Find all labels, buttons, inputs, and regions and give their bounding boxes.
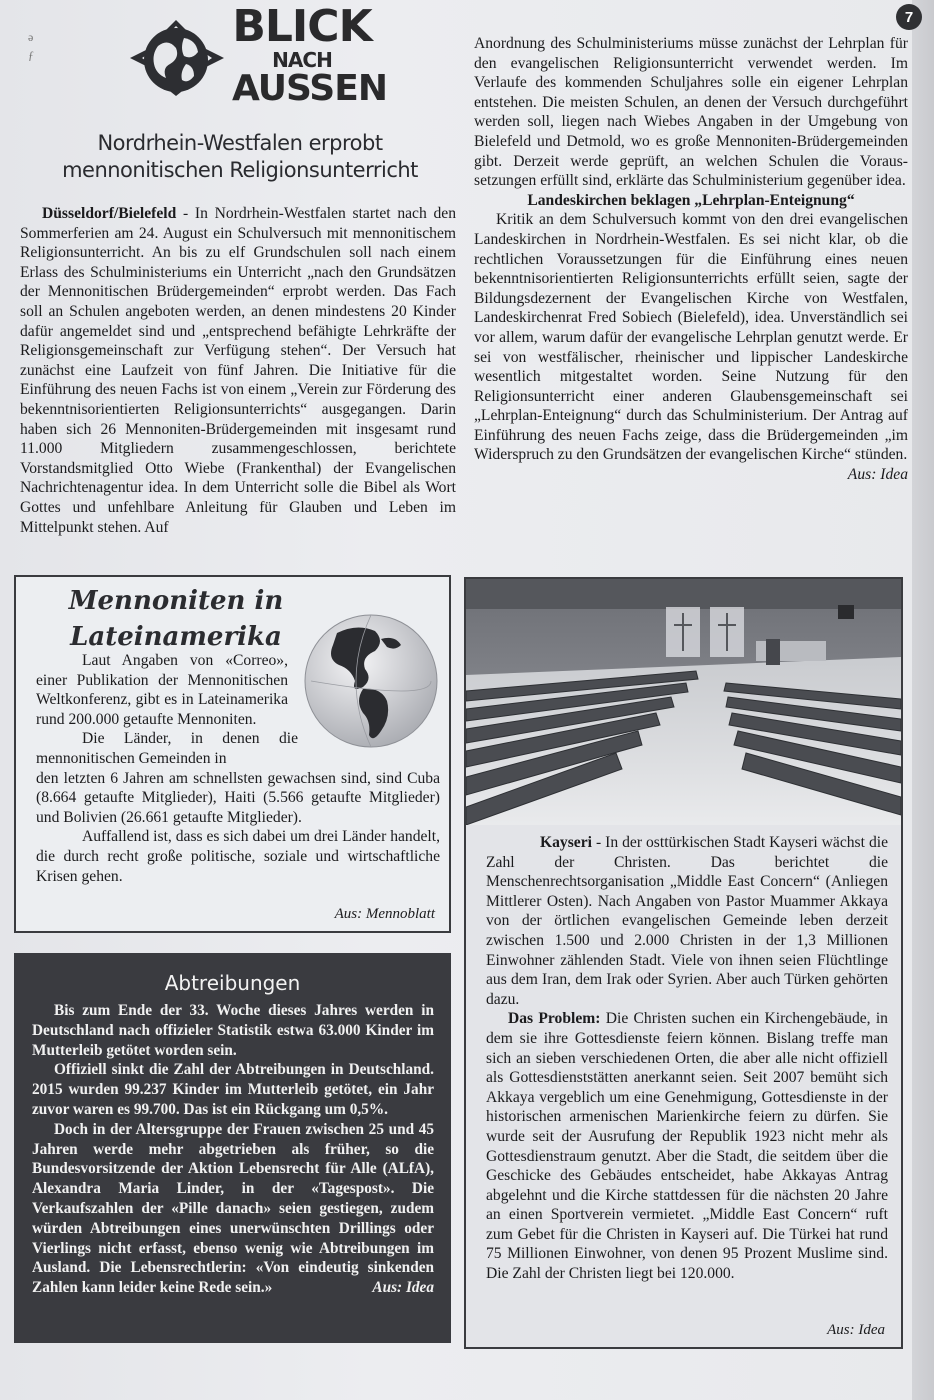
article-column-left [20, 204, 456, 537]
kayseri-paragraph-1-text: - In der osttürkischen Stadt Kayseri wächst die Zahl der Christen. Das berichtet die Menschenrechtsorganisation „Middle East Concern“ (Anliegen Mittlerer Osten). Nach Angaben von Pastor Muammer Akkaya von der örtlichen evangelischen Gemeinde leben derzeit zwischen 1.500 und 2.000 Christen in der 1,3 Millionen Einwohner zählenden Stadt. Viele von ihnen seien Flüchtlinge aus dem Iran, dem Irak oder Syrien. Aber auch Türken gehörten dazu. [486, 834, 888, 1008]
page-number-badge: 7 [896, 4, 922, 30]
mennoniten-paragraph-2a: Die Länder, in denen die mennonitischen Gemeinden in [36, 730, 298, 767]
mennoniten-title-line2: Lateinamerika [70, 622, 282, 652]
mennoniten-paragraph-2b: den letzten 6 Jahren am schnellsten gewachsen sind, sind Cuba (8.664 getaufte Mitglieder), Haiti (5.566 getaufte Mitglieder) und Bolivien (26.661 getaufte Mitglieder). [36, 769, 440, 826]
abtreibungen-title: Abtreibungen [164, 971, 301, 995]
section-header [128, 1, 387, 114]
kayseri-source: Aus: Idea [827, 1322, 885, 1338]
article-source: Aus: Idea [847, 466, 908, 484]
globe-arrows-icon [128, 18, 228, 98]
kayseri-paragraph-2-text: Die Christen suchen ein Kirchengebäude, in dem sie ihre Gottesdienste feiern können. Bislang treffe man sich an sieben verschiedenen Orten, die aber alle nicht offiziell als Gottesdienststätten anerkannt seien. Seit 2007 bemüht sich Akkaya vergeblich um eine Genehmigung, Gottesdienste in der historischen armenischen Marienkirche feiern zu dürfen. Sie wurde seit der Ausrufung der Republik 1923 nicht mehr als Gottesdienstraum genutzt. Aber die Stadt, die seitdem über die Geschicke des Gebäudes entscheidet, habe Akkayas Antrag abgelehnt und die Kirche stattdessen für die nächsten 20 Jahre an einen Sportverein vermietet. „Middle East Concern“ ruft zum Gebet für die Christen in Kayseri auf. Die Türkei hat rund 75 Millionen Einwohner, von denen 95 Prozent Muslime sind. Die Zahl der Christen liegt bei 120.000. [486, 1010, 888, 1283]
abtreibungen-paragraph-3 [32, 1120, 434, 1298]
kayseri-paragraph-1 [486, 833, 888, 1009]
article-body-sub [474, 210, 908, 484]
article-subheading: Landeskirchen beklagen „Lehrplan-Enteignung“ [527, 191, 855, 209]
mennoniten-title-line1: Mennoniten in [68, 586, 284, 616]
mennoniten-text [36, 651, 440, 886]
section-title [232, 1, 387, 109]
section-title-line3: AUSSEN [232, 68, 387, 109]
mennoniten-title [56, 583, 296, 655]
abtreibungen-source: Aus: Idea [372, 1279, 434, 1297]
kayseri-paragraph-2 [486, 1009, 888, 1283]
article-body-left: - In Nordrhein-Westfalen startet nach den Sommerferien am 24. August ein Schulversuch mit mennonitischem Religionsunterricht. An bis zu elf Grundschulen soll nach einem Erlass des Schulministeriums ein Unterricht „nach den Grundsätzen der Mennonitischen Brüdergemeinden“ erprobt werden. Das Fach soll an Schulen angeboten werden, an denen mindestens 20 Kinder dafür angemeldet sind und „entsprechend befähigte Lehrkräfte der Religionsgemeinschaft zur Verfügung stehen“. Der Versuch hat zunächst eine Laufzeit von fünf Jahren. Die Initiative für die Einführung des neuen Fachs ist von einem „Verein zur Förderung des bekenntnisorientierten Religionsunterrichts“ ausgegangen. Darin haben sich 26 Mennoniten-Brüdergemeinden mit insgesamt rund 11.000 Mitgliedern zusammengeschlossen, berichtete Vorstandsmitglied Otto Wiebe (Frankenthal) der Evangelischen Nachrichtenagentur idea. In dem Unterricht solle die Bibel als Wort Gottes und unfehlbare Anleitung für Glauben und Leben im Mittelpunkt stehen. Auf [20, 205, 456, 536]
church-interior-photo [466, 579, 901, 825]
article-paragraph-1 [20, 204, 456, 537]
dateline: Düsseldorf/Bielefeld [42, 205, 177, 222]
section-title-line1: BLICK [232, 1, 372, 52]
abtreibungen-box [14, 953, 451, 1343]
article-body-sub-text: Kritik an dem Schulversuch kommt von den drei evangelischen Landeskirchen in Nordrhein-Westfalen. Es sei nicht klar, ob die rechtlichen Voraussetzungen für die Einführung eines neuen bekenntnisorientierten Religionsunterrichts erfüllt seien, sagte der Bildungsdezernent der Evangelischen Kirche von Westfalen, Landeskirchenrat Fred Sobiech (Bielefeld), idea. Unverständlich sei vor allem, warum dafür der evangelische Lehrplan genutzt werde. Er sei von westfälischer, rheinischer und lippischer Landeskirche wesentlich mitgestaltet worden. Seine Nutzung für den Religionsunterricht einer anderen Glaubensgemeinschaft sei „Lehrplan-Enteignung“ durch das Schulministerium. Der Antrag auf Einführung des neuen Fachs zeige, dass die Brüdergemeinden „im Widerspruch zu den Grundsätzen der evangelischen Kirche“ stünden. [474, 211, 908, 464]
mennoniten-box [14, 575, 451, 933]
kayseri-lead-2: Das Problem: [508, 1010, 601, 1028]
abtreibungen-paragraph-3-text: Doch in der Altersgruppe der Frauen zwischen 25 und 45 Jahren werde mehr abgetrieben als früher, so die Bundesvorsitzende der Aktion Lebensrecht für Alle (ALfA), Alexandra Maria Linder, in der «Tagespost». Die Verkaufszahlen der «Pille danach» seien gestiegen, zudem würden Abtreibungen eines unerwünschten Drillings oder Vierlings nicht erfasst, ebenso wenig wie Abtreibungen im Ausland. Die Lebensrechtlerin: «Von eindeutig sinkenden Zahlen kann leider keine Rede sein.» [32, 1120, 434, 1297]
abtreibungen-text [32, 1001, 434, 1298]
abtreibungen-paragraph-1: Bis zum Ende der 33. Woche dieses Jahres werden in Deutschland nach offizieler Statistik estwa 63.000 Kinder im Mutterleib getötet worden sein. [32, 1002, 434, 1059]
abtreibungen-paragraph-2: Offiziell sinkt die Zahl der Abtreibungen in Deutschland. 2015 wurden 99.237 Kinder im Mutterleib getötet, ein Jahr zuvor waren es 99.700. Das ist ein Rückgang um 0,5%. [32, 1061, 434, 1118]
section-title-line2: NACH [272, 48, 332, 72]
article-column-right [474, 34, 908, 485]
kayseri-box [464, 577, 903, 1349]
mennoniten-paragraph-1: Laut Angaben von «Correo», einer Publikation der Mennonitischen Weltkonferenz, gibt es in Lateinamerika rund 200.000 getaufte Mennoniten. [36, 652, 288, 728]
page-edge [912, 0, 934, 1400]
kayseri-lead: Kayseri [540, 834, 592, 851]
article-body-right: Anordnung des Schulministeriums müsse zunächst der Lehrplan für den evangelischen Religionsunterricht verwendet werden. Im Verlaufe des kommenden Schuljahres solle ein eigener Lehrplan entstehen. Die meisten Schulen, an denen der Versuch durchgeführt werden soll, liegen nach Wiebes Angaben in der Umgebung von Bielefeld und Detmold, wo es große Mennoniten-Brüdergemeinden gibt. Derzeit werde geprüft, an welchen Schulen die Voraus-setzungen erfüllt sind, erklärte das Schulministerium gegenüber idea. [474, 35, 908, 190]
mennoniten-source: Aus: Mennoblatt [334, 906, 435, 922]
kayseri-text [486, 833, 888, 1284]
margin-marks: ə ƒ [28, 30, 34, 62]
mennoniten-paragraph-3: Auffallend ist, dass es sich dabei um drei Länder handelt, die durch recht große politische, soziale und wirtschaftliche Krisen gehen. [36, 828, 440, 885]
article-headline: Nordrhein-Westfalen erprobt mennonitischen Religionsunterricht [62, 131, 418, 182]
